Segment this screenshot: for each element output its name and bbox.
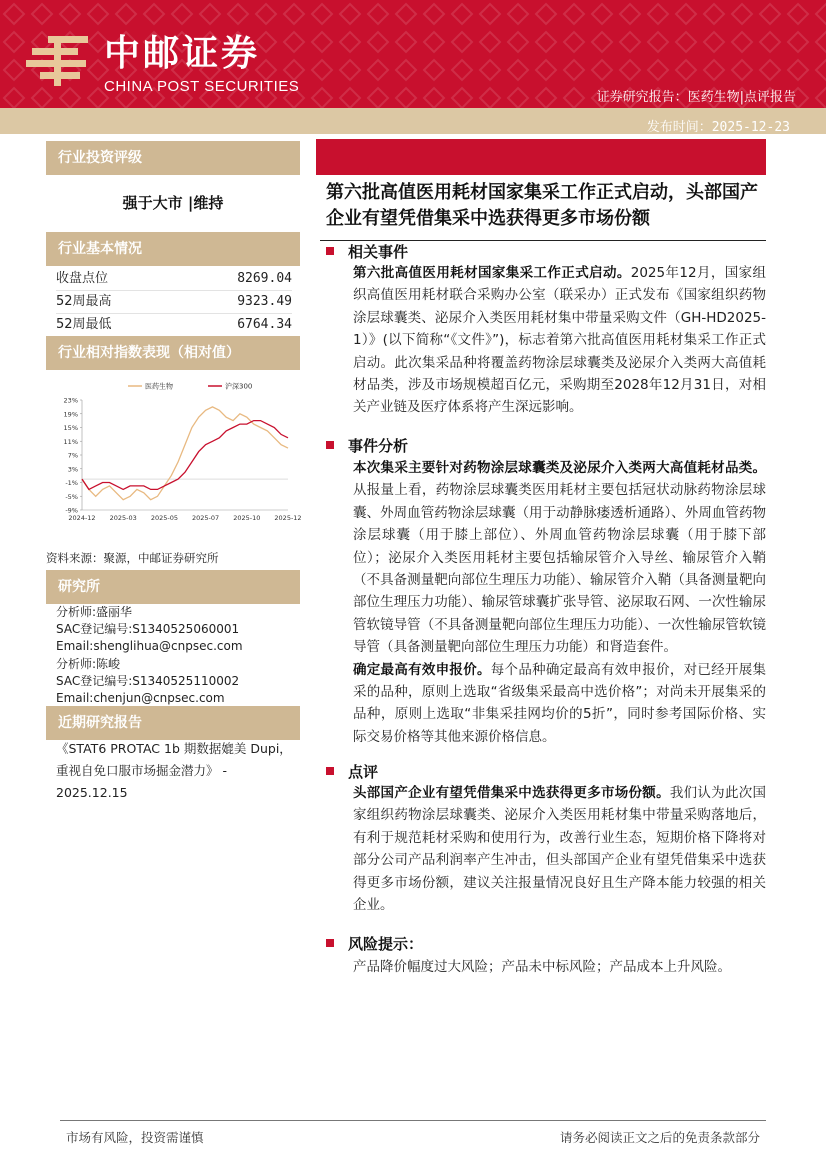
section-paragraph [326,956,766,978]
institute-heading: 研究所 [46,570,300,604]
header-banner [0,0,826,108]
paragraph-lead: 头部国产企业有望凭借集采中选获得更多市场份额。 [353,785,670,801]
footer-divider [60,1120,766,1121]
report-title: 第六批高值医用耗材国家集采工作正式启动，头部国产企业有望凭借集采中选获得更多市场份额 [326,182,758,229]
basic-info-label: 52周最低 [56,317,112,332]
basic-info-value: 6764.34 [237,317,292,332]
basic-info-row [56,291,292,314]
title-divider [320,240,766,241]
report-type: 证券研究报告：医药生物|点评报告 [596,90,796,105]
analyst-line: SAC登记编号:S1340525110002 [56,673,240,688]
recent-report-item[interactable]: 《STAT6 PROTAC 1b 期数据媲美 Dupi，重视自免口服市场掘金潜力》 - 2025.12.15 [56,741,292,800]
paragraph-lead: 本次集采主要针对药物涂层球囊类及泌尿介入类两大高值耗材品类。 [353,460,766,476]
analyst-line: 分析师:盛丽华 [56,605,133,619]
chart-svg [56,378,302,530]
chart-y-tick-label: 19% [63,410,78,419]
section-heading-text: 风险提示： [348,935,424,953]
basic-info-label: 52周最高 [56,294,112,309]
chart-y-tick-label: 15% [63,424,78,432]
analyst-line: SAC登记编号:S1340525060001 [56,622,240,637]
chart-x-tick-label: 2025-05 [150,514,178,522]
analyst-email[interactable]: Email:shenglihua@cnpsec.com [56,639,243,654]
chart-x-tick-label: 2025-12 [274,514,302,522]
bullet-icon [326,939,334,947]
recent-reports-heading: 近期研究报告 [46,706,300,740]
bullet-icon [326,247,334,255]
chart-x-tick-label: 2024-12 [68,514,96,522]
paragraph-text: 我们认为此次国家组织药物涂层球囊类、泌尿介入类医用耗材集中带量采购落地后，有利于规范耗材采购和使用行为，改善行业生态，短期价格下降将对部分公司产品利润率产生冲击，但头部国产企业有望凭借集采中选获得更多市场份额，建议关注报量情况良好且生产降本能力较强的相关企业。 [353,785,767,914]
section-heading-text: 点评 [348,763,379,781]
china-post-logo-icon [26,34,94,88]
analyst-info [56,604,243,707]
basic-info-label: 收盘点位 [56,271,109,286]
basic-info-value: 8269.04 [237,271,292,286]
section-heading-text: 相关事件 [348,243,409,261]
section-paragraph [326,782,766,916]
publish-date: 发布时间：2025-12-23 [646,120,790,135]
footer-disclaimer-note: 请务必阅读正文之后的免责条款部分 [559,1130,760,1145]
chart-y-tick-label: 7% [67,451,78,460]
bullet-icon [326,767,334,775]
section-heading-text: 事件分析 [348,437,409,455]
chart-y-tick-label: 23% [63,396,78,405]
chart-legend-label: 医药生物 [145,382,173,391]
rating-value: 强于大市 |维持 [122,194,224,212]
paragraph-text: 从报量上看，药物涂层球囊类医用耗材主要包括冠状动脉药物涂层球囊、外周血管药物涂层球囊（用于动静脉瘘透析通路）、外周血管药物涂层球囊（用于膝上部位）、外周血管药物涂层球囊（用于膝下部位）；泌尿介入类医用耗材主要包括输尿管介入导丝、输尿管介入鞘（不具备测量靶向部位生理压力功能）、输尿管介入鞘（具备测量靶向部位生理压力功能）、输尿管球囊扩张导管、泌尿取石网、一次性输尿管软镜导管（不具备测量靶向部位生理压力功能）、一次性输尿管软镜导管（具备测量靶向部位生理压力功能）和肾造套件。 [353,482,766,656]
bullet-icon [326,441,334,449]
paragraph-text: 每个品种确定最高有效申报价，对已经开展集采的品种，原则上选取“省级集采最高中选价格”；对尚未开展集采的品种，原则上选取“非集采挂网均价的5折”，同时参考国际价格、实际交易价格等其他来源价格信息。 [353,661,767,745]
basic-info-table [56,268,292,337]
section-heading-risk [326,934,423,954]
footer-risk-note: 市场有风险，投资需谨慎 [66,1130,204,1145]
section-heading-comment [326,762,378,782]
basic-info-row [56,314,292,337]
relative-performance-heading: 行业相对指数表现（相对值） [46,336,300,370]
section-paragraph [326,457,766,748]
chart-x-tick-label: 2025-10 [233,514,261,522]
paragraph-text: 产品降价幅度过大风险；产品未中标风险；产品成本上升风险。 [353,959,731,975]
analyst-line: 分析师:陈峻 [56,656,121,671]
section-heading-related-events [326,242,408,262]
chart-y-tick-label: 3% [67,465,78,474]
brand-name-cn: 中邮证券 [104,33,261,74]
basic-info-row [56,268,292,291]
chart-x-tick-label: 2025-07 [192,514,220,522]
chart-legend-label: 沪深300 [225,382,253,391]
section-paragraph [326,262,766,419]
relative-performance-chart [56,378,302,530]
chart-y-tick-label: 11% [63,437,78,446]
chart-y-tick-label: -9% [65,506,78,515]
analyst-email[interactable]: Email:chenjun@cnpsec.com [56,691,225,706]
paragraph-lead: 确定最高有效申报价。 [353,661,491,678]
chart-x-tick-label: 2025-03 [109,514,137,522]
chart-source: 资料来源：聚源，中邮证券研究所 [46,551,219,565]
brand-name-en: CHINA POST SECURITIES [104,78,300,95]
basic-info-heading: 行业基本情况 [46,232,300,266]
basic-info-value: 9323.49 [237,294,292,309]
paragraph-text: 2025年12月，国家组织高值医用耗材联合采购办公室（联采办）正式发布《国家组织药物涂层球囊类、泌尿介入类医用耗材集中带量采购文件（GH-HD2025-1）》(以下简称“《文件》”)，标志着第六批高值医用耗材集采工作正式启动。此次集采品种将覆盖药物涂层球囊类及泌尿介入类两大高值耗材品类，涉及市场规模超百亿元，采购期至2028年12月31日，对相关产业链及医疗体系将产生深远影响。 [353,265,766,416]
chart-y-tick-label: -5% [65,492,78,501]
chart-y-tick-label: -1% [65,479,78,487]
title-red-block [316,139,766,175]
section-heading-event-analysis [326,436,408,456]
rating-heading: 行业投资评级 [46,141,300,175]
paragraph-lead: 第六批高值医用耗材国家集采工作正式启动。 [353,265,631,281]
